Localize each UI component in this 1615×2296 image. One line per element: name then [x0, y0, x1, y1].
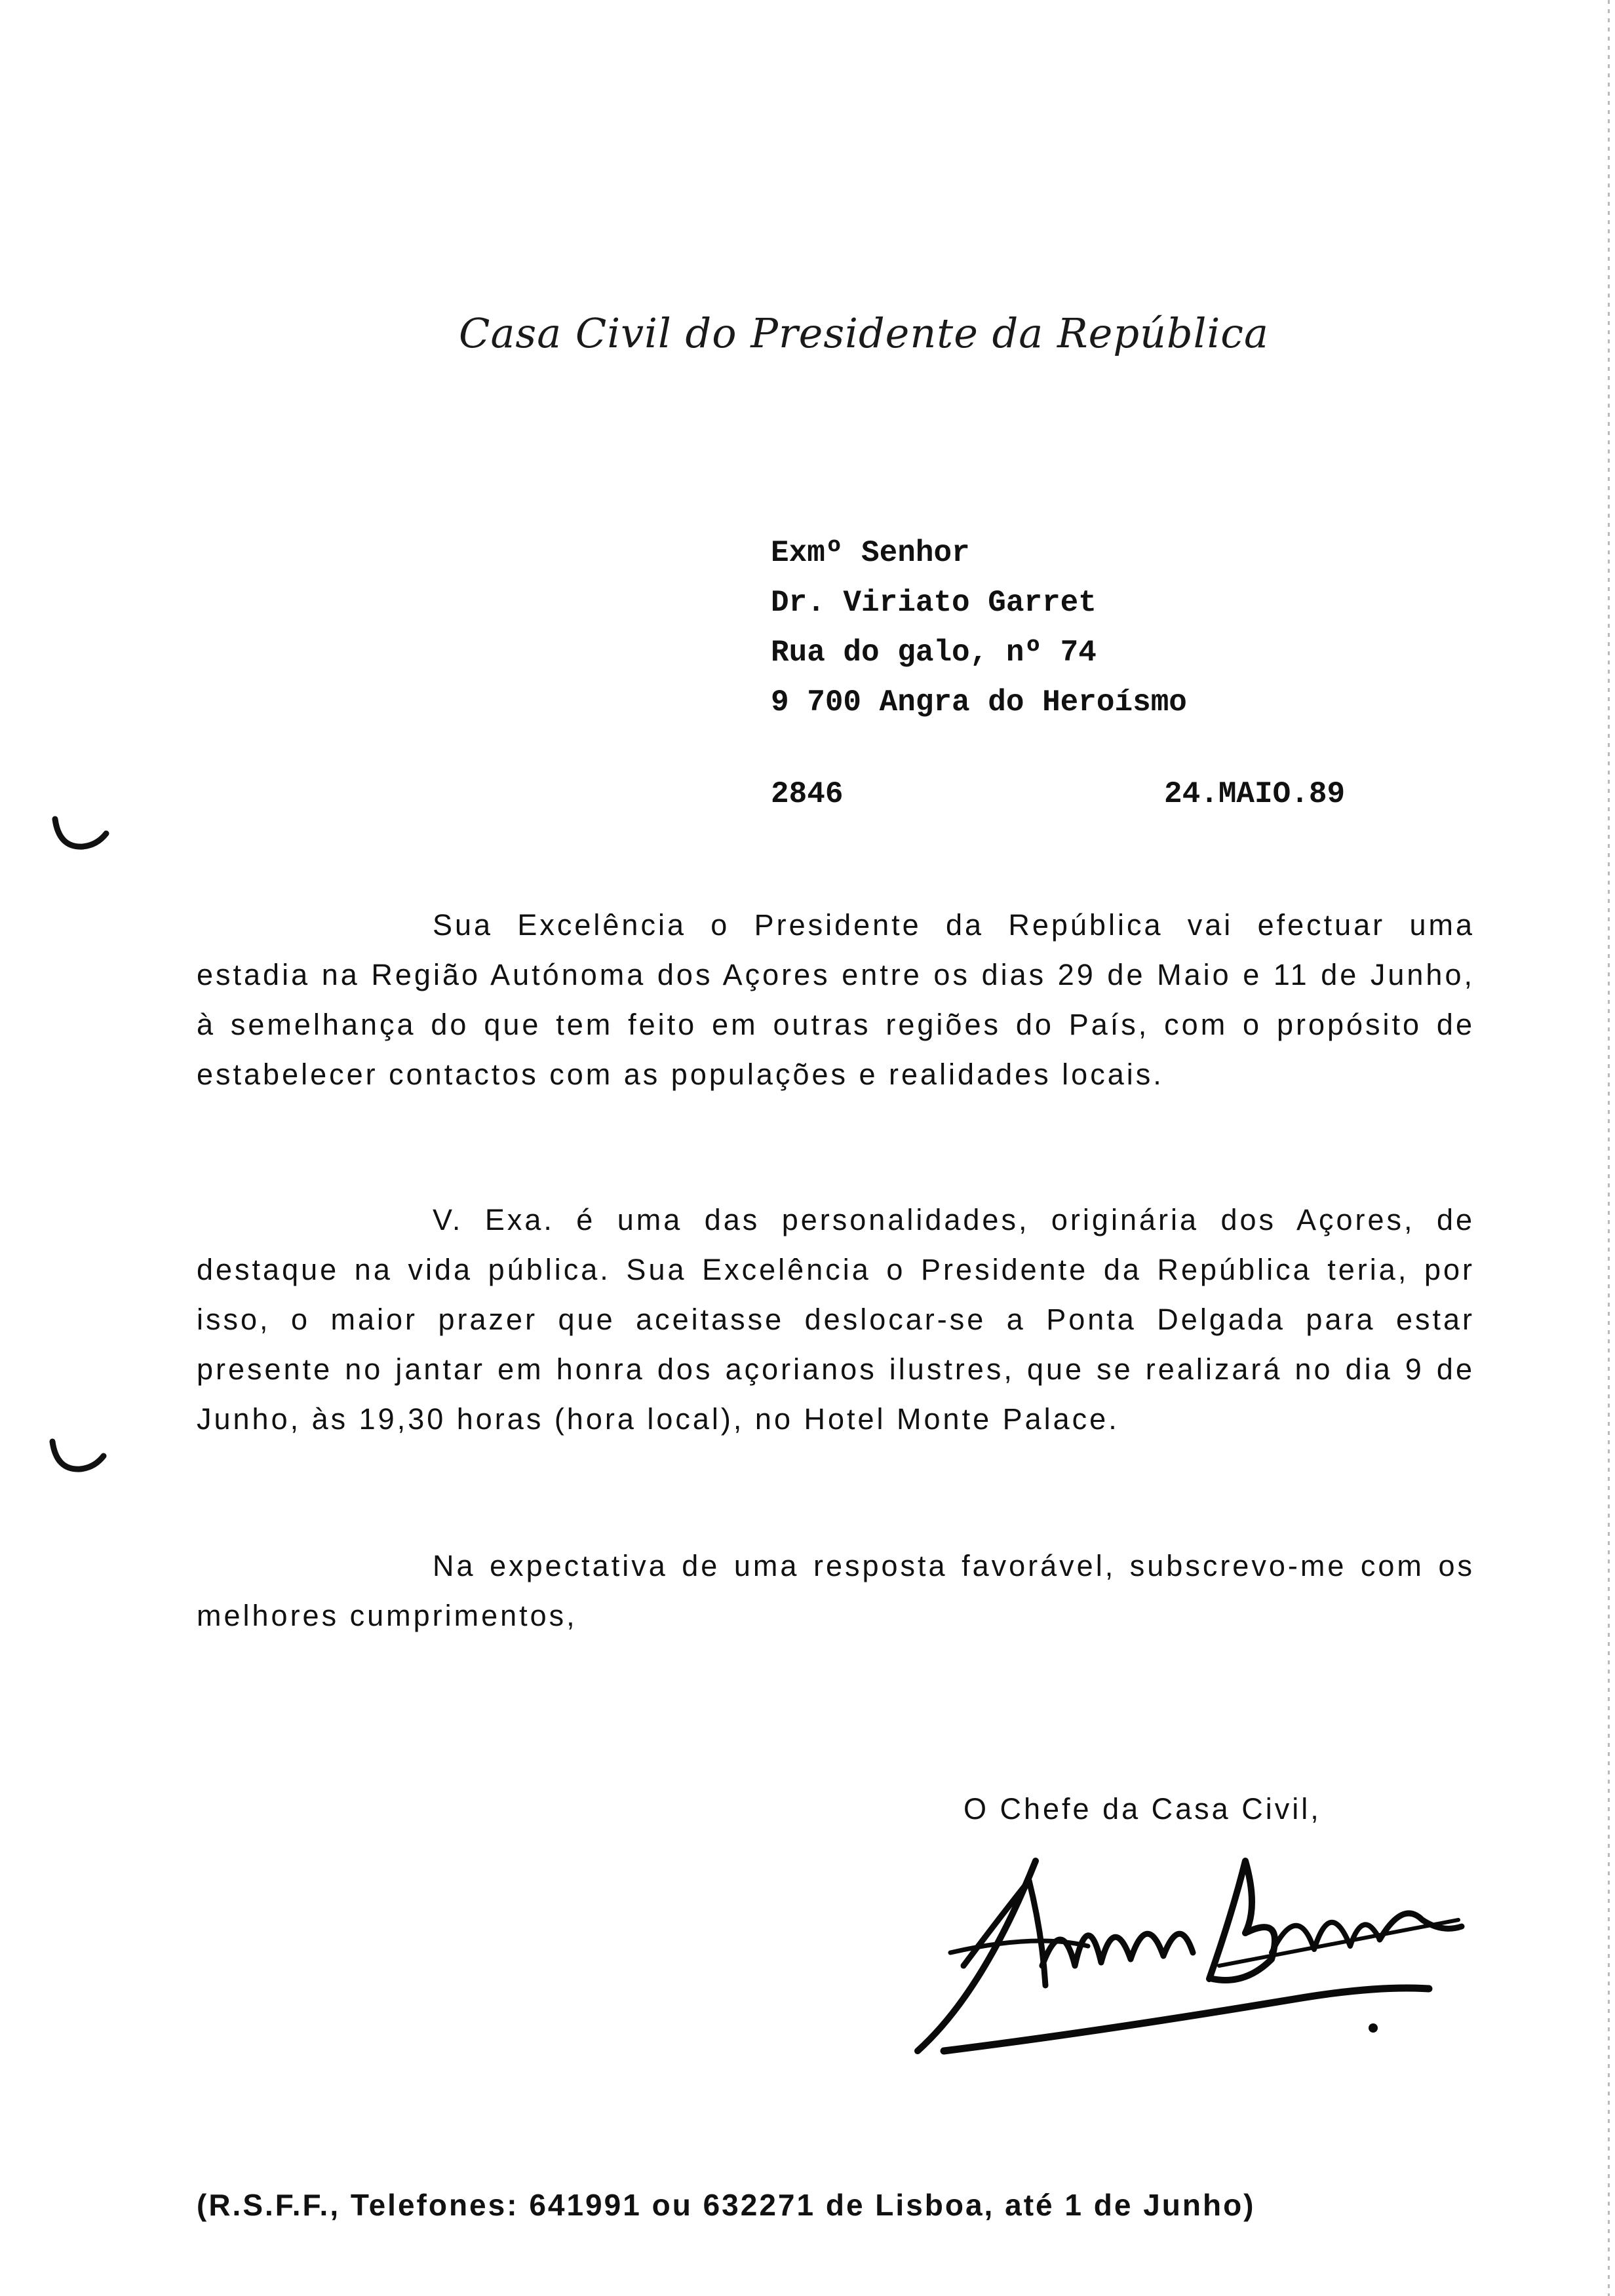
letter-date: 24.MAIO.89: [1164, 777, 1346, 811]
addressee-salutation: Exmº Senhor: [771, 536, 970, 570]
body-paragraph-2-text: V. Exa. é uma das personalidades, originária dos Açores, de destaque na vida pública. Sua Excelência o Presidente da República teria, por isso, o maior prazer que aceitasse deslocar-se a Ponta Delgada para estar presente no jantar em honra dos açorianos ilustres, que se realizará no dia 9 de Junho, às 19,30 horas (hora local), no Hotel Monte Palace.: [197, 1203, 1475, 1436]
body-paragraph-3-text: Na expectativa de uma resposta favorável, subscrevo-me com os melhores cumprimentos,: [197, 1549, 1475, 1632]
punch-hole-mark-icon: [51, 814, 110, 853]
addressee-street: Rua do galo, nº 74: [771, 636, 1097, 670]
punch-hole-mark-icon: [49, 1436, 107, 1476]
body-paragraph-1: [197, 900, 1475, 1100]
reference-number: 2846: [771, 777, 844, 811]
body-paragraph-1-text: Sua Excelência o Presidente da República vai efectuar uma estadia na Região Autónoma dos Açores entre os dias 29 de Maio e 11 de Junho, à semelhança do que tem feito em outras regiões do País, com o propósito de estabelecer contactos com as populações e realidades locais.: [197, 908, 1475, 1091]
addressee-block: [771, 528, 1187, 727]
body-paragraph-3: [197, 1541, 1475, 1641]
addressee-city: 9 700 Angra do Heroísmo: [771, 685, 1187, 719]
addressee-name: Dr. Viriato Garret: [771, 586, 1097, 620]
letterhead: Casa Civil do Presidente da República: [459, 309, 1269, 357]
body-paragraph-2: [197, 1195, 1475, 1444]
signature-icon: [905, 1835, 1468, 2057]
page-edge-divider: [1608, 0, 1610, 2296]
reference-line: [771, 777, 1361, 811]
closing-title: O Chefe da Casa Civil,: [963, 1792, 1321, 1826]
footer-rsvp-note: (R.S.F.F., Telefones: 641991 ou 632271 de Lisboa, até 1 de Junho): [197, 2188, 1256, 2222]
